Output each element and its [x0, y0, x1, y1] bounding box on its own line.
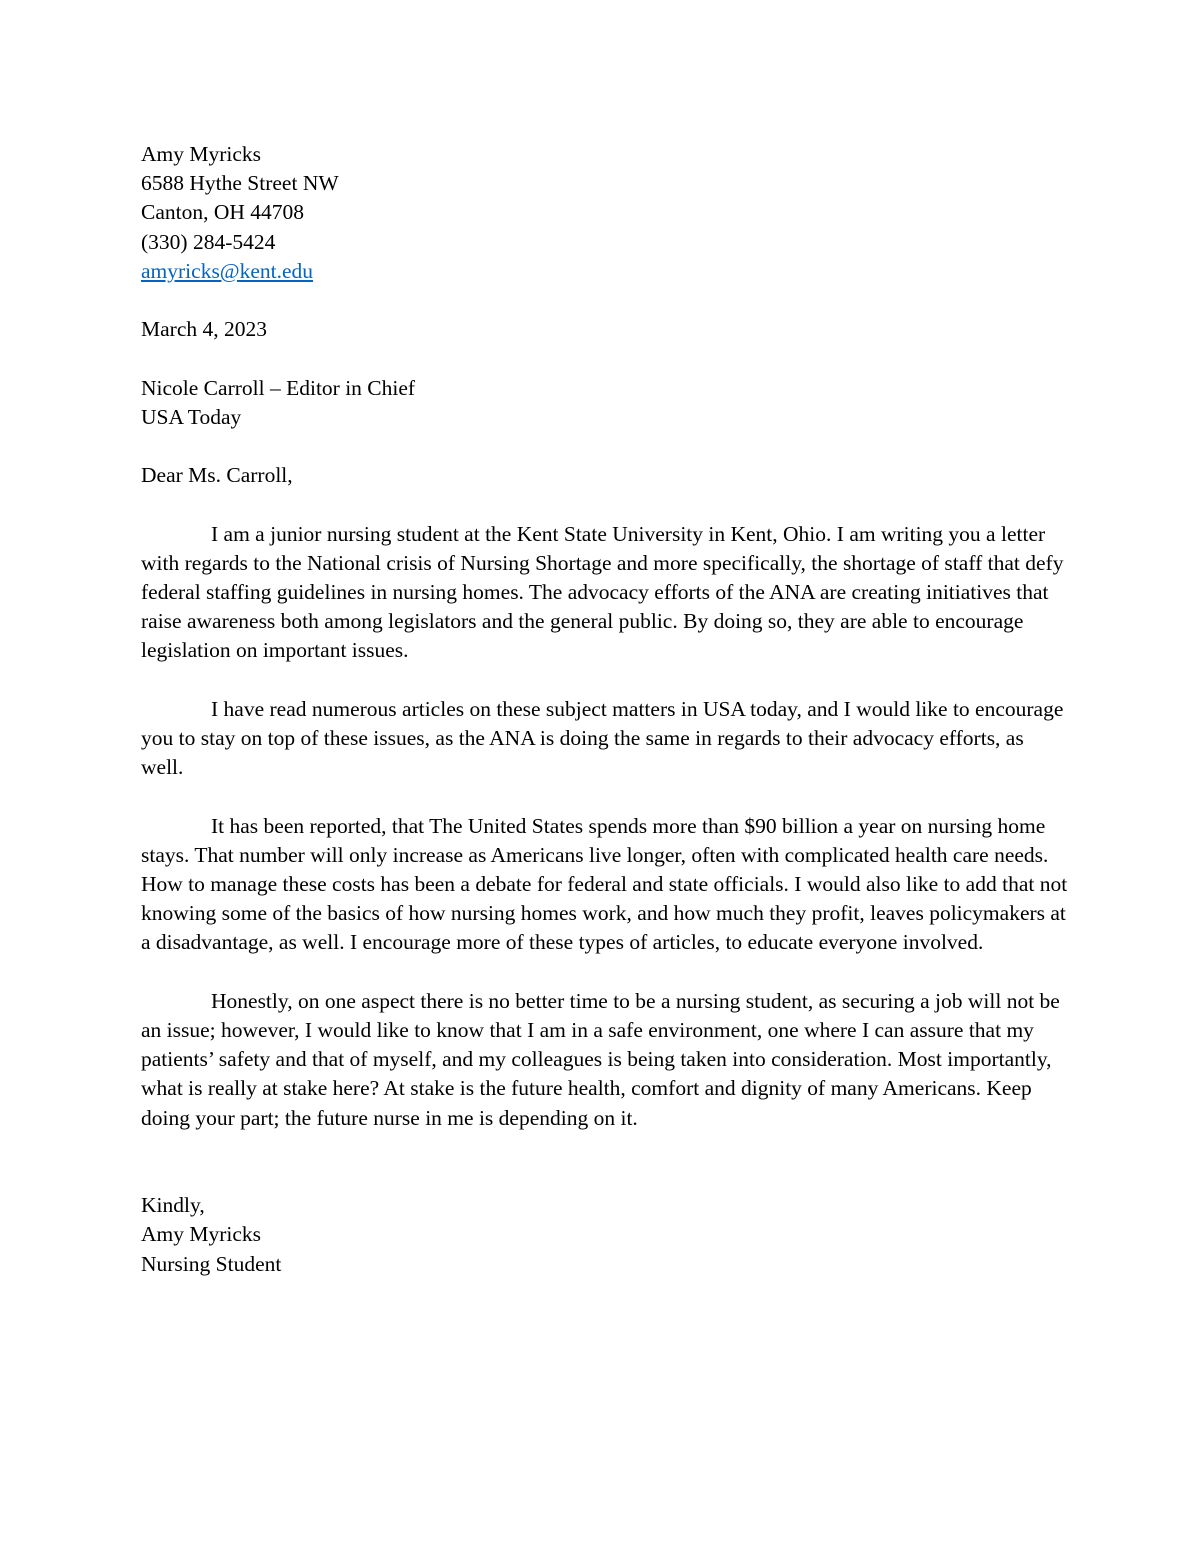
- letter-page: [141, 140, 1071, 1279]
- body-paragraph-4: Honestly, on one aspect there is no better time to be a nursing student, as securing a job will not be an issue; however, I would like to know that I am in a safe environment, one where I can assure that my patients’ safety and that of myself, and my colleagues is being taken into consideration. Most importantly, what is really at stake here? At stake is the future health, comfort and dignity of many Americans. Keep doing your part; the future nurse in me is depending on it.: [141, 988, 1060, 1130]
- closing-signature: [141, 1191, 1071, 1279]
- sender-phone: (330) 284-5424: [141, 229, 276, 254]
- valediction: Kindly,: [141, 1193, 205, 1218]
- sender-email-link[interactable]: amyricks@kent.edu: [141, 258, 314, 283]
- signature-title: Nursing Student: [141, 1251, 282, 1276]
- letter-date: March 4, 2023: [141, 317, 267, 342]
- signature-name: Amy Myricks: [141, 1222, 262, 1247]
- recipient-name-title: Nicole Carroll – Editor in Chief: [141, 375, 416, 400]
- recipient-address: [141, 374, 1071, 432]
- body-paragraph-2: I have read numerous articles on these subject matters in USA today, and I would like to encourage you to stay on top of these issues, as the ANA is doing the same in regards to their advocacy efforts, as well.: [141, 696, 1064, 780]
- body-paragraph-1: I am a junior nursing student at the Kent State University in Kent, Ohio. I am writing you a letter with regards to the National crisis of Nursing Shortage and more specifically, the shortage of staff that defy federal staffing guidelines in nursing homes. The advocacy efforts of the ANA are creating initiatives that raise awareness both among legislators and the general public. By doing so, they are able to encourage legislation on important issues.: [141, 521, 1064, 663]
- sender-street: 6588 Hythe Street NW: [141, 171, 339, 196]
- recipient-organization: USA Today: [141, 404, 242, 429]
- salutation: Dear Ms. Carroll,: [141, 463, 293, 488]
- sender-city-state-zip: Canton, OH 44708: [141, 200, 305, 225]
- body-paragraph-3: It has been reported, that The United States spends more than $90 billion a year on nursing home stays. That number will only increase as Americans live longer, often with complicated health care needs. How to manage these costs has been a debate for federal and state officials. I would also like to add that not knowing some of the basics of how nursing homes work, and how much they profit, leaves policymakers at a disadvantage, as well. I encourage more of these types of articles, to educate everyone involved.: [141, 813, 1068, 955]
- sender-name: Amy Myricks: [141, 142, 262, 166]
- sender-address: [141, 140, 1071, 286]
